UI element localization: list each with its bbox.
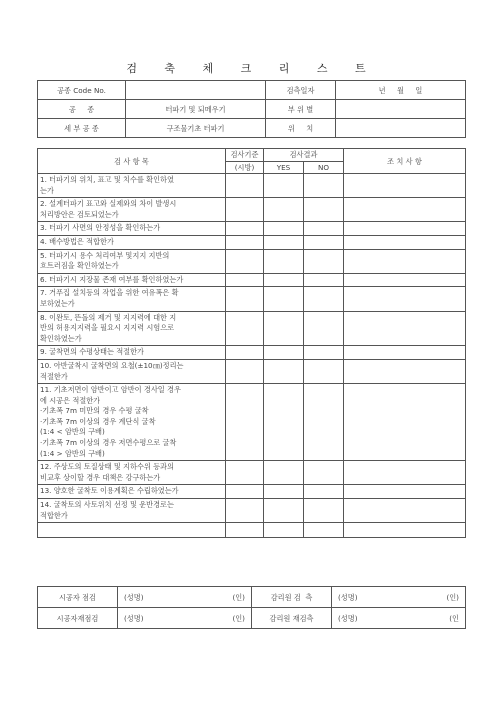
yes-cell[interactable] <box>264 346 304 360</box>
checklist-item-line: (1:4 < 암반의 구배) <box>40 427 105 437</box>
checklist-row <box>38 273 466 287</box>
supervisor-inspect-signature[interactable] <box>332 587 466 608</box>
checklist-row <box>38 346 466 360</box>
checklist-item-text <box>38 249 226 273</box>
standard-sub-header: (시방) <box>226 161 264 174</box>
result-column-header: 검사결과 <box>264 149 344 162</box>
standard-cell[interactable] <box>226 523 264 538</box>
standard-cell[interactable] <box>226 346 264 360</box>
contractor-check-label: 시공자 점검 <box>38 587 118 608</box>
checklist-item-text <box>38 174 226 198</box>
work-label: 공 종 <box>38 100 126 119</box>
checklist-item-line: 6. 터파기시 지장물 존재 여부를 확인하였는가 <box>40 274 184 284</box>
yes-column-header: YES <box>264 161 304 174</box>
signature-table <box>37 586 466 629</box>
standard-cell[interactable] <box>226 249 264 273</box>
document-title: 검 축 체 크 리 스 트 <box>126 62 378 75</box>
standard-cell[interactable] <box>226 174 264 198</box>
no-cell[interactable] <box>304 198 344 222</box>
yes-cell[interactable] <box>264 235 304 249</box>
checklist-item-text <box>38 461 226 485</box>
action-cell[interactable] <box>344 384 466 461</box>
checklist-item-text <box>38 359 226 383</box>
no-cell[interactable] <box>304 346 344 360</box>
action-cell[interactable] <box>344 273 466 287</box>
info-header-table <box>37 80 466 138</box>
yes-cell[interactable] <box>264 485 304 499</box>
checklist-row <box>38 287 466 311</box>
contractor-recheck-label: 시공자재점검 <box>38 608 118 629</box>
action-cell[interactable] <box>344 311 466 346</box>
checklist-item-text <box>38 222 226 236</box>
checklist-item-line: 에 시공은 적절한가 <box>40 395 101 405</box>
checklist-item-line: 적합한가 <box>40 510 68 520</box>
checklist-item-line: 13. 양호한 굴착토 이용계획은 수립하였는가 <box>40 486 179 496</box>
yes-cell[interactable] <box>264 174 304 198</box>
checklist-row <box>38 235 466 249</box>
no-cell[interactable] <box>304 311 344 346</box>
checklist-item-text <box>38 485 226 499</box>
action-cell[interactable] <box>344 461 466 485</box>
standard-cell[interactable] <box>226 273 264 287</box>
checklist-item-text <box>38 287 226 311</box>
checklist-item-text <box>38 273 226 287</box>
contractor-recheck-signature[interactable] <box>118 608 252 629</box>
standard-cell[interactable] <box>226 311 264 346</box>
yes-cell[interactable] <box>264 222 304 236</box>
supervisor-inspect-label: 감리원 검 측 <box>252 587 332 608</box>
action-cell[interactable] <box>344 346 466 360</box>
standard-cell[interactable] <box>226 359 264 383</box>
checklist-row <box>38 485 466 499</box>
checklist-item-text <box>38 235 226 249</box>
seal-label: (인) <box>446 592 459 602</box>
action-cell[interactable] <box>344 485 466 499</box>
checklist-item-line: 11. 기초저면이 암반이고 암반이 경사일 경우 <box>40 385 181 395</box>
standard-cell[interactable] <box>226 235 264 249</box>
detail-value[interactable]: 구조물기초 터파기 <box>126 119 266 138</box>
standard-cell[interactable] <box>226 384 264 461</box>
action-cell[interactable] <box>344 198 466 222</box>
yes-cell[interactable] <box>264 384 304 461</box>
checklist-item-line: ·기초폭 7m 이상의 경우 저면수평으로 굴착 <box>40 438 177 448</box>
checklist-item-line: 1. 터파기의 위치, 표고 및 치수를 확인하였 <box>40 175 174 184</box>
checklist-item-line: 반의 허용지지력을 필요시 지지력 시험으로 <box>40 323 175 333</box>
standard-cell[interactable] <box>226 485 264 499</box>
checklist-item-text <box>38 346 226 360</box>
supervisor-reinspect-label: 감리원 재검측 <box>252 608 332 629</box>
name-label: (성명) <box>124 592 144 602</box>
no-cell[interactable] <box>304 523 344 538</box>
checklist-item-line: (1:4 > 암반의 구배) <box>40 448 105 458</box>
checklist-item-line: 흐트러짐을 확인하였는가 <box>40 261 119 271</box>
action-column-header: 조 치 사 항 <box>344 149 466 174</box>
location-value-cell[interactable] <box>336 119 466 138</box>
standard-cell[interactable] <box>226 222 264 236</box>
yes-cell[interactable] <box>264 461 304 485</box>
yes-cell[interactable] <box>264 273 304 287</box>
checklist-item-text <box>38 311 226 346</box>
standard-cell[interactable] <box>226 287 264 311</box>
action-cell[interactable] <box>344 499 466 523</box>
date-label: 검측일자 <box>266 81 336 100</box>
detail-label: 세 부 공 종 <box>38 119 126 138</box>
standard-column-header: 검사기준 <box>226 149 264 162</box>
standard-cell[interactable] <box>226 461 264 485</box>
checklist-item-line: 10. 아반굴착시 굴착면의 요철(±10㎝)정리는 <box>40 360 184 370</box>
no-column-header: NO <box>304 161 344 174</box>
no-cell[interactable] <box>304 499 344 523</box>
no-cell[interactable] <box>304 287 344 311</box>
checklist-item-line: ·기초폭 7m 이상의 경우 계단식 굴착 <box>40 416 156 426</box>
yes-cell[interactable] <box>264 198 304 222</box>
checklist-item-line: 처리방안은 검토되었는가 <box>40 209 119 219</box>
action-cell[interactable] <box>344 235 466 249</box>
checklist-item-line: 14. 굴착토의 사토위치 선정 및 운반경로는 <box>40 500 174 510</box>
checklist-item-line: 3. 터파기 사면의 안정성을 확인하는가 <box>40 223 161 233</box>
checklist-item-line: 보하였는가 <box>40 298 75 308</box>
date-value[interactable]: 년 월 일 <box>336 81 466 100</box>
no-cell[interactable] <box>304 485 344 499</box>
part-label: 부 위 별 <box>266 100 336 119</box>
no-cell[interactable] <box>304 222 344 236</box>
checklist-item-line: 4. 배수방법은 적합한가 <box>40 236 114 246</box>
checklist-item-line: 7. 거푸집 설치등의 작업을 위한 여유폭은 확 <box>40 288 179 298</box>
checklist-item-text <box>38 384 226 461</box>
work-value[interactable]: 터파기 및 되메우기 <box>126 100 266 119</box>
seal-label: (인) <box>232 613 245 623</box>
checklist-row <box>38 198 466 222</box>
action-cell[interactable] <box>344 249 466 273</box>
yes-cell[interactable] <box>264 523 304 538</box>
no-cell[interactable] <box>304 273 344 287</box>
name-label: (성명) <box>338 613 358 623</box>
checklist-item-line: 비교후 상이할 경우 대책은 강구하는가 <box>40 472 161 482</box>
checklist-row <box>38 249 466 273</box>
standard-cell[interactable] <box>226 499 264 523</box>
checklist-row <box>38 359 466 383</box>
yes-cell[interactable] <box>264 359 304 383</box>
part-value-cell[interactable] <box>336 100 466 119</box>
name-label: (성명) <box>124 613 144 623</box>
checklist-row <box>38 499 466 523</box>
no-cell[interactable] <box>304 235 344 249</box>
checklist-item-line: ·기초폭 7m 미만의 경우 수평 굴착 <box>40 406 149 416</box>
checklist-row <box>38 222 466 236</box>
checklist-item-line: 확인하였는가 <box>40 333 82 343</box>
action-cell[interactable] <box>344 523 466 538</box>
yes-cell[interactable] <box>264 287 304 311</box>
no-cell[interactable] <box>304 384 344 461</box>
checklist-row <box>38 174 466 198</box>
inspection-table <box>37 148 466 538</box>
item-column-header: 검 사 항 목 <box>38 149 226 174</box>
seal-label: (인 <box>449 613 459 623</box>
no-cell[interactable] <box>304 359 344 383</box>
checklist-row <box>38 384 466 461</box>
action-cell[interactable] <box>344 287 466 311</box>
yes-cell[interactable] <box>264 311 304 346</box>
location-label: 위 치 <box>266 119 336 138</box>
code-value-cell[interactable] <box>126 81 266 100</box>
checklist-item-text[interactable] <box>38 523 226 538</box>
yes-cell[interactable] <box>264 499 304 523</box>
checklist-row <box>38 311 466 346</box>
checklist-item-line: 9. 굴착면의 수평상태는 적절한가 <box>40 347 144 357</box>
standard-cell[interactable] <box>226 198 264 222</box>
contractor-check-signature[interactable] <box>118 587 252 608</box>
checklist-item-line: 5. 터파기시 용수 처리여부 및지지 지반의 <box>40 250 170 260</box>
checklist-item-line: 는가 <box>40 185 54 195</box>
code-label: 공종 Code No. <box>38 81 126 100</box>
action-cell[interactable] <box>344 359 466 383</box>
checklist-item-text <box>38 499 226 523</box>
name-label: (성명) <box>338 592 358 602</box>
checklist-item-line: 2. 설계터파기 표고와 실제와의 차이 발생시 <box>40 199 177 209</box>
checklist-row <box>38 461 466 485</box>
checklist-item-line: 8. 이완토, 뜬돌의 제거 및 지지력에 대한 지 <box>40 312 177 322</box>
action-cell[interactable] <box>344 174 466 198</box>
no-cell[interactable] <box>304 461 344 485</box>
checklist-row-blank <box>38 523 466 538</box>
no-cell[interactable] <box>304 249 344 273</box>
no-cell[interactable] <box>304 174 344 198</box>
checklist-item-line: 12. 주상도의 토질상태 및 지하수위 등과의 <box>40 462 174 472</box>
checklist-item-text <box>38 198 226 222</box>
yes-cell[interactable] <box>264 249 304 273</box>
supervisor-reinspect-signature[interactable] <box>332 608 466 629</box>
checklist-item-line: 적절한가 <box>40 371 68 381</box>
action-cell[interactable] <box>344 222 466 236</box>
seal-label: (인) <box>232 592 245 602</box>
